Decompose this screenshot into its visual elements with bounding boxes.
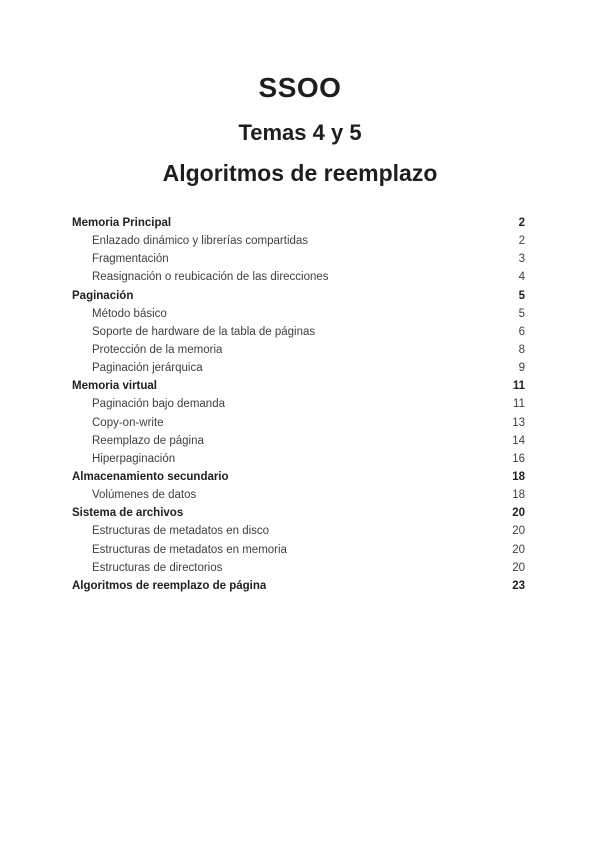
toc-entry[interactable] xyxy=(72,541,525,559)
toc-entry-page-number: 20 xyxy=(512,507,525,520)
toc-entry[interactable] xyxy=(72,504,525,522)
toc-entry-page-number: 2 xyxy=(518,217,525,230)
toc-entry-label: Memoria virtual xyxy=(72,380,157,393)
toc-entry-label: Estructuras de metadatos en memoria xyxy=(92,543,287,556)
toc-entry-label: Reemplazo de página xyxy=(92,434,204,447)
toc-entry-label: Copy-on-write xyxy=(92,416,164,429)
toc-entry[interactable] xyxy=(72,414,525,432)
toc-entry[interactable] xyxy=(72,250,525,268)
toc-entry[interactable] xyxy=(72,522,525,540)
toc-entry-label: Sistema de archivos xyxy=(72,507,184,520)
toc-entry[interactable] xyxy=(72,577,525,595)
toc-entry[interactable] xyxy=(72,486,525,504)
toc-entry[interactable] xyxy=(72,359,525,377)
toc-entry[interactable] xyxy=(72,305,525,323)
toc-entry[interactable] xyxy=(72,268,525,286)
toc-entry-page-number: 6 xyxy=(518,325,525,338)
toc-entry-page-number: 18 xyxy=(512,471,525,484)
toc-entry[interactable] xyxy=(72,450,525,468)
toc-entry-page-number: 18 xyxy=(512,489,525,502)
toc-entry-label: Estructuras de metadatos en disco xyxy=(92,525,270,538)
toc-entry-label: Hiperpaginación xyxy=(92,452,176,465)
toc-entry-page-number: 11 xyxy=(513,398,525,411)
toc-entry-page-number: 16 xyxy=(512,452,525,465)
toc-entry[interactable] xyxy=(72,214,525,232)
toc-entry[interactable] xyxy=(72,468,525,486)
toc-entry[interactable] xyxy=(72,323,525,341)
toc-entry-label: Almacenamiento secundario xyxy=(72,471,229,484)
toc-entry-label: Paginación xyxy=(72,289,134,302)
toc-entry-label: Memoria Principal xyxy=(72,217,172,230)
toc-entry-label: Reasignación o reubicación de las direcciones xyxy=(92,271,329,284)
toc-entry-page-number: 20 xyxy=(512,543,525,556)
toc-entry[interactable] xyxy=(72,287,525,305)
toc-entry-label: Volúmenes de datos xyxy=(92,489,197,502)
toc-entry[interactable] xyxy=(72,432,525,450)
toc-entry-page-number: 13 xyxy=(512,416,525,429)
toc-entry-page-number: 2 xyxy=(518,235,525,248)
page-subtitle-2: Algoritmos de reemplazo xyxy=(162,160,438,186)
page-title: SSOO xyxy=(258,72,342,103)
toc-entry-page-number: 4 xyxy=(518,271,525,284)
toc-entry-label: Soporte de hardware de la tabla de páginas xyxy=(92,325,316,338)
title-block xyxy=(0,72,600,187)
toc-entry[interactable] xyxy=(72,341,525,359)
toc xyxy=(72,214,525,595)
toc-entry-label: Estructuras de directorios xyxy=(92,561,223,574)
toc-entry[interactable] xyxy=(72,232,525,250)
toc-entry-label: Enlazado dinámico y librerías compartidas xyxy=(92,235,309,248)
toc-entry-page-number: 5 xyxy=(518,307,525,320)
toc-entry-label: Protección de la memoria xyxy=(92,344,223,357)
toc-entry-page-number: 5 xyxy=(518,289,525,302)
toc-entry[interactable] xyxy=(72,559,525,577)
toc-entry-label: Paginación bajo demanda xyxy=(92,398,225,411)
toc-entry-page-number: 20 xyxy=(512,525,525,538)
toc-entry[interactable] xyxy=(72,377,525,395)
toc-entry-page-number: 14 xyxy=(512,434,525,447)
toc-entry-page-number: 11 xyxy=(512,380,525,393)
toc-entry-label: Paginación jerárquica xyxy=(92,362,203,375)
toc-entry-page-number: 8 xyxy=(518,344,525,357)
page-subtitle: Temas 4 y 5 xyxy=(238,120,362,145)
toc-entry-page-number: 20 xyxy=(512,561,525,574)
toc-entry-page-number: 23 xyxy=(512,579,525,592)
toc-entry-label: Método básico xyxy=(92,307,167,320)
toc-entry-page-number: 3 xyxy=(518,253,525,266)
toc-entry[interactable] xyxy=(72,395,525,413)
toc-entry-label: Fragmentación xyxy=(92,253,169,266)
toc-entry-page-number: 9 xyxy=(518,362,525,375)
toc-entry-label: Algoritmos de reemplazo de página xyxy=(72,579,267,592)
